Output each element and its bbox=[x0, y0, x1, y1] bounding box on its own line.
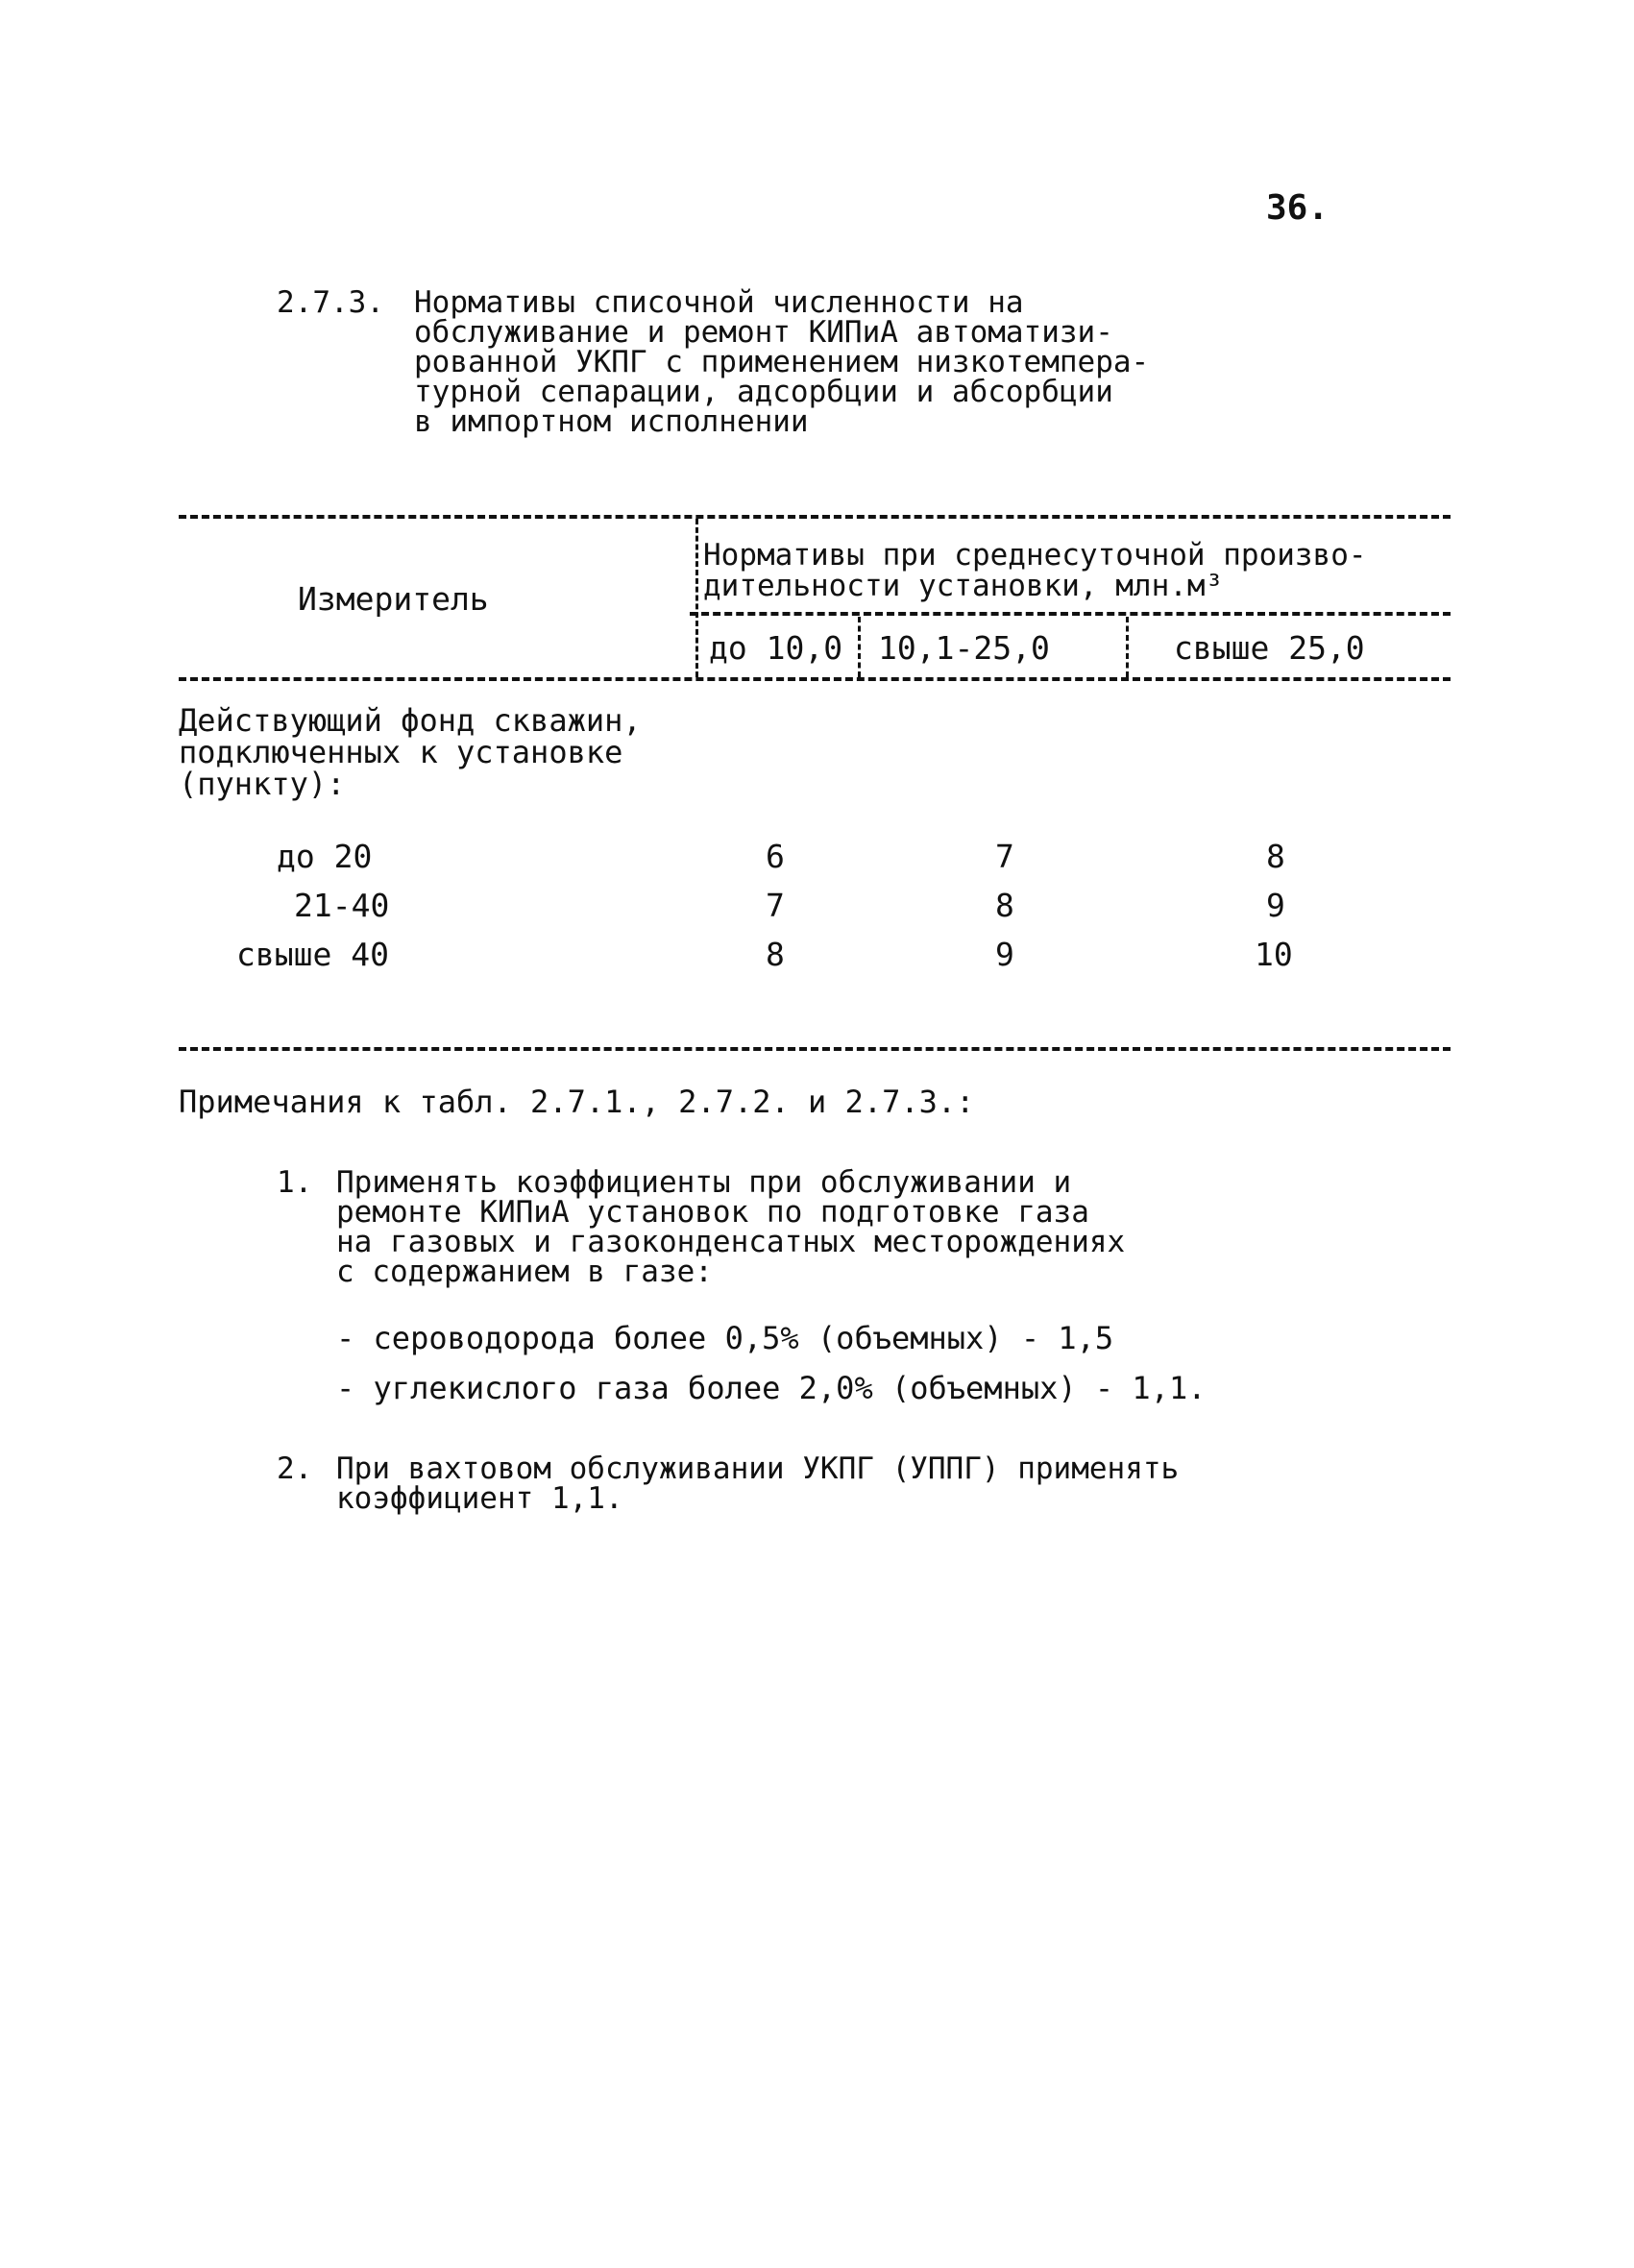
section-title-line: рованной УКПГ с применением низкотемпера- bbox=[414, 345, 1150, 379]
row-label: до 20 bbox=[277, 838, 373, 875]
row-label: свыше 40 bbox=[236, 936, 389, 973]
section-title-line: обслуживание и ремонт КИПиА автоматизи- bbox=[414, 315, 1113, 350]
group-label-line: Действующий фонд скважин, bbox=[179, 702, 642, 739]
section-title-line: Нормативы списочной численности на bbox=[414, 285, 1024, 320]
header-bottom-rule bbox=[179, 677, 1451, 681]
table-top-rule bbox=[179, 515, 1451, 519]
table-cell: 9 bbox=[1266, 887, 1285, 924]
group-label-line: (пункту): bbox=[179, 766, 346, 802]
column-divider bbox=[858, 617, 861, 677]
note-line: коэффициент 1,1. bbox=[336, 1481, 623, 1516]
table-cell: 10 bbox=[1255, 936, 1293, 973]
column-header: до 10,0 bbox=[709, 629, 843, 667]
note-line: При вахтовом обслуживании УКПГ (УППГ) применять bbox=[336, 1451, 1180, 1486]
table-cell: 7 bbox=[995, 838, 1014, 875]
section-title-line: турной сепарации, адсорбции и абсорбции bbox=[414, 375, 1113, 409]
column-divider bbox=[1126, 617, 1129, 677]
page-number: 36. bbox=[1266, 188, 1329, 228]
table-cell: 8 bbox=[1266, 838, 1285, 875]
section-title-line: в импортном исполнении bbox=[414, 404, 809, 439]
section-number: 2.7.3. bbox=[277, 285, 384, 320]
norms-header-line: дительности установки, млн.м³ bbox=[703, 569, 1224, 603]
note-line: с содержанием в газе: bbox=[336, 1255, 713, 1289]
table-cell: 6 bbox=[766, 838, 785, 875]
table-cell: 8 bbox=[995, 887, 1014, 924]
table-cell: 8 bbox=[766, 936, 785, 973]
norms-header-line: Нормативы при среднесуточной произво- bbox=[703, 538, 1367, 573]
note-subitem: - сероводорода более 0,5% (объемных) - 1,5 bbox=[336, 1320, 1114, 1356]
group-label bbox=[179, 702, 642, 802]
note-line: ремонте КИПиА установок по подготовке газа bbox=[336, 1195, 1089, 1230]
table-cell: 9 bbox=[995, 936, 1014, 973]
table-bottom-rule bbox=[179, 1047, 1451, 1051]
note-number: 2. bbox=[277, 1451, 313, 1486]
header-mid-rule bbox=[690, 612, 1451, 616]
column-header: 10,1-25,0 bbox=[878, 629, 1050, 667]
row-label: 21-40 bbox=[294, 887, 390, 924]
section-title bbox=[414, 285, 1150, 439]
header-divider bbox=[695, 519, 698, 677]
note-line: на газовых и газоконденсатных месторождениях bbox=[336, 1225, 1126, 1259]
group-label-line: подключенных к установке bbox=[179, 734, 623, 770]
note-line: Применять коэффициенты при обслуживании и bbox=[336, 1165, 1072, 1200]
measure-header: Измеритель bbox=[298, 580, 489, 618]
note-number: 1. bbox=[277, 1165, 313, 1200]
notes-title: Примечания к табл. 2.7.1., 2.7.2. и 2.7.3.: bbox=[179, 1084, 975, 1120]
column-header: свыше 25,0 bbox=[1174, 629, 1365, 667]
note-subitem: - углекислого газа более 2,0% (объемных) - 1,1. bbox=[336, 1370, 1207, 1406]
table-cell: 7 bbox=[766, 887, 785, 924]
